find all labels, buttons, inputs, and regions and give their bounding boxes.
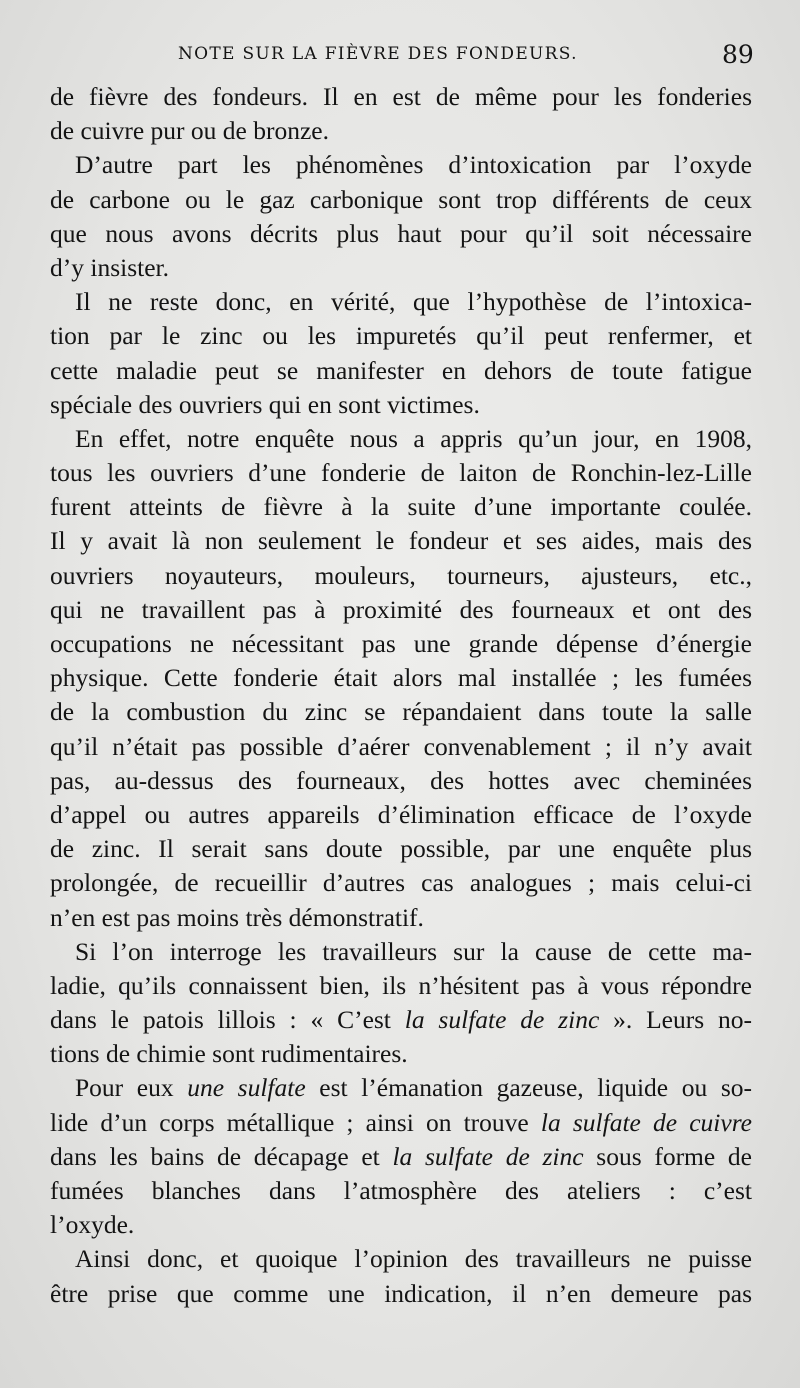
- text-segment: tion par le zinc ou les impuretés qu’il peut renfermer, et: [50, 321, 752, 351]
- text-segment: Il ne reste donc, en vérité, que l’hypothèse de l’intoxica-: [75, 287, 752, 317]
- text-segment: lide d’un corps métallique ; ainsi on trouve: [50, 1107, 541, 1137]
- text-segment: ». Leurs no-: [599, 1005, 752, 1035]
- text-line: [50, 593, 752, 627]
- text-line: [50, 798, 752, 832]
- text-segment: spéciale des ouvriers qui en sont victimes.: [50, 389, 480, 419]
- text-line: [50, 354, 752, 388]
- text-segment: occupations ne nécessitant pas une grande dépense d’énergie: [50, 629, 752, 658]
- text-line: [50, 559, 752, 593]
- text-line: [50, 935, 752, 969]
- text-segment: de cuivre pur ou de bronze.: [50, 116, 329, 146]
- text-segment: Pour eux: [75, 1073, 188, 1103]
- text-segment: fumées blanches dans l’atmosphère des ateliers : c’est: [50, 1176, 752, 1205]
- text-line: [50, 901, 752, 935]
- text-line: [50, 695, 752, 729]
- italic-text: la sulfate de zinc: [404, 1005, 600, 1035]
- text-segment: d’appel ou autres appareils d’élimination efficace de l’oxyde: [50, 799, 752, 829]
- text-segment: physique. Cette fonderie était alors mal installée ; les fumées: [50, 663, 752, 693]
- text-line: [50, 80, 752, 114]
- text-segment: Si l’on interroge les travailleurs sur la cause de cette ma-: [75, 936, 752, 966]
- text-segment: de zinc. Il serait sans doute possible, par une enquête plus: [50, 834, 752, 864]
- text-line: [50, 1208, 752, 1242]
- text-line: [50, 866, 752, 900]
- text-segment: l’oxyde.: [50, 1210, 135, 1240]
- italic-text: la sulfate de zinc: [392, 1141, 584, 1171]
- text-segment: pas, au-dessus des fourneaux, des hottes avec cheminées: [50, 765, 752, 795]
- text-segment: de fièvre des fondeurs. Il en est de même pour les fonderies: [50, 82, 752, 111]
- page-header: [0, 38, 800, 70]
- text-segment: Ainsi donc, et quoique l’opinion des travailleurs ne puisse: [75, 1244, 752, 1274]
- text-line: [50, 1140, 752, 1174]
- text-line: [50, 319, 752, 353]
- text-segment: de la combustion du zinc se répandaient dans toute la salle: [50, 697, 752, 727]
- text-line: [50, 524, 752, 558]
- text-segment: de carbone ou le gaz carbonique sont trop différents de ceux: [50, 184, 752, 214]
- text-line: [50, 1277, 752, 1311]
- text-segment: dans le patois lillois : « C’est: [50, 1005, 405, 1035]
- text-segment: est l’émanation gazeuse, liquide ou so-: [305, 1073, 752, 1103]
- text-line: [50, 1106, 752, 1140]
- text-line: [50, 456, 752, 490]
- text-segment: En effet, notre enquête nous a appris qu’un jour, en 1908,: [75, 423, 752, 453]
- text-line: [50, 832, 752, 866]
- text-segment: n’en est pas moins très démonstratif.: [50, 902, 424, 932]
- text-line: [50, 1242, 752, 1276]
- text-line: [50, 217, 752, 251]
- text-line: [50, 251, 752, 285]
- text-segment: tous les ouvriers d’une fonderie de laiton de Ronchin-lez-Lille: [50, 458, 752, 488]
- text-line: [50, 764, 752, 798]
- text-segment: cette maladie peut se manifester en dehors de toute fatigue: [50, 355, 752, 385]
- text-segment: D’autre part les phénomènes d’intoxication par l’oxyde: [75, 150, 752, 180]
- text-line: [50, 114, 752, 148]
- text-segment: qu’il n’était pas possible d’aérer convenablement ; il n’y avait: [50, 731, 752, 761]
- italic-text: la sulfate de cuivre: [540, 1107, 752, 1137]
- text-segment: tions de chimie sont rudimentaires.: [50, 1039, 408, 1069]
- text-line: [50, 490, 752, 524]
- text-line: [50, 285, 752, 319]
- text-segment: Il y avait là non seulement le fondeur et ses aides, mais des: [50, 526, 752, 556]
- text-line: [50, 422, 752, 456]
- text-line: [50, 1037, 752, 1071]
- page-number: 89: [722, 40, 754, 69]
- text-line: [50, 1071, 752, 1105]
- text-line: [50, 661, 752, 695]
- italic-text: une sulfate: [187, 1073, 306, 1103]
- text-line: [50, 183, 752, 217]
- text-line: [50, 1174, 752, 1208]
- text-segment: d’y insister.: [50, 252, 169, 282]
- text-segment: ouvriers noyauteurs, mouleurs, tourneurs, ajusteurs, etc.,: [50, 560, 752, 590]
- text-segment: prolongée, de recueillir d’autres cas analogues ; mais celui-ci: [50, 868, 752, 898]
- text-line: [50, 627, 752, 661]
- body-text: [50, 80, 752, 1311]
- text-line: [50, 388, 752, 422]
- text-segment: dans les bains de décapage et: [50, 1141, 393, 1171]
- text-segment: que nous avons décrits plus haut pour qu’il soit nécessaire: [50, 218, 752, 248]
- running-title: NOTE SUR LA FIÈVRE DES FONDEURS.: [178, 44, 578, 64]
- text-segment: furent atteints de fièvre à la suite d’une importante coulée.: [50, 492, 752, 522]
- text-line: [50, 1003, 752, 1037]
- text-segment: être prise que comme une indication, il n’en demeure pas: [50, 1278, 752, 1308]
- text-line: [50, 969, 752, 1003]
- text-segment: qui ne travaillent pas à proximité des fourneaux et ont des: [50, 594, 752, 624]
- text-segment: ladie, qu’ils connaissent bien, ils n’hésitent pas à vous répondre: [50, 970, 752, 1000]
- text-line: [50, 730, 752, 764]
- text-segment: sous forme de: [583, 1141, 752, 1171]
- text-line: [50, 148, 752, 182]
